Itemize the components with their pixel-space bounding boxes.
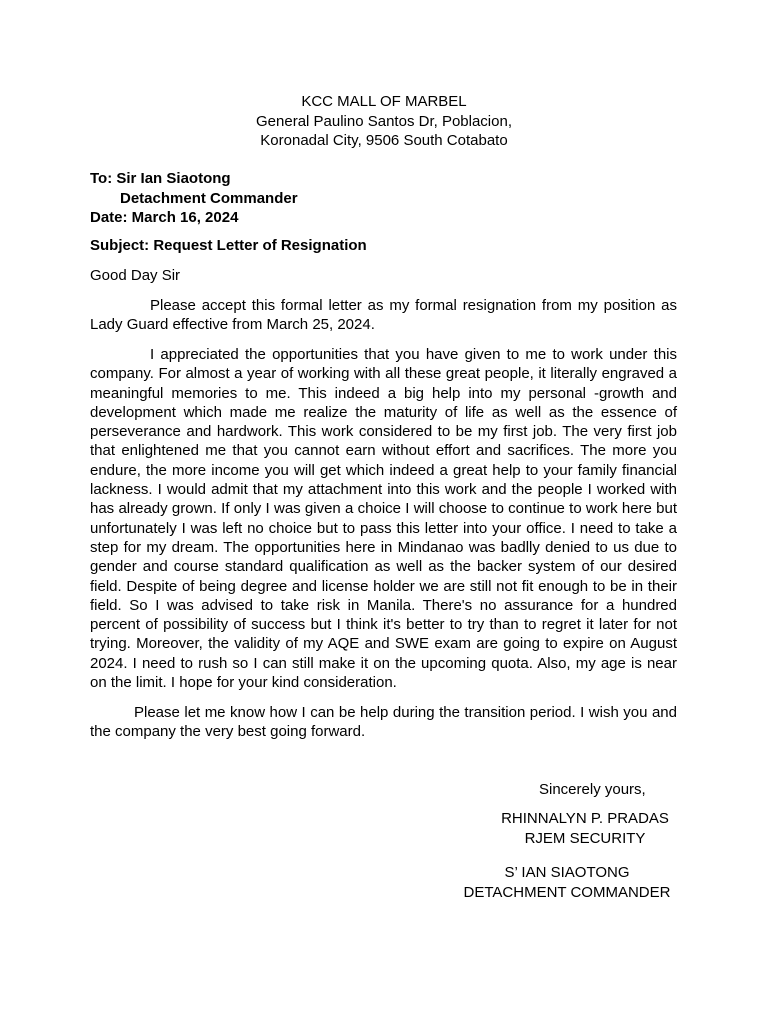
noted-by-block	[442, 863, 692, 902]
recipient-block	[90, 169, 298, 228]
subject-line: Subject: Request Letter of Resignation	[90, 237, 367, 254]
recipient-title: Detachment Commander	[120, 189, 298, 207]
signatory-block	[460, 809, 710, 848]
recipient-name: To: Sir Ian Siaotong	[90, 170, 231, 187]
body-paragraph-2: I appreciated the opportunities that you have given to me to work under this company. For almost a year of working with all these great people, it literally engraved a meaningful memories to me. This indeed a big help into my personal -growth and development which made me realize the maturity of life as well as the essence of perseverance and hardwork. This work considered to be my first job. The very first job that enlightened me that you cannot earn without effort and sacrifices. The more you endure, the more income you will get which indeed a great help to your family financial lackness. I would admit that my attachment into this work and the people I worked with has already grown. If only I was given a choice I will choose to continue to work here but unfortunately I was left no choice but to pass this letter into your office. I need to take a step for my dream. The opportunities here in Mindanao was badlly denied to us due to gender and course standard qualification as well as the backer system of our desired field. Despite of being degree and license holder we are still not fit enough to be in their field. So I was advised to take risk in Manila. There's no assurance for a hundred percent of possibility of success but I think it's better to try than to regret it later for not trying. Moreover, the validity of my AQE and SWE exam are going to expire on August 2024. I need to rush so I can still make it on the upcoming quota. Also, my age is near on the limit. I hope for your kind consideration.	[90, 346, 677, 692]
body-paragraph-3: Please let me know how I can be help during the transition period. I wish you and the company the very best going forward.	[90, 704, 677, 741]
noted-by-name: S’ IAN SIAOTONG	[504, 864, 630, 881]
letterhead-address-line1: General Paulino Santos Dr, Poblacion,	[256, 112, 512, 130]
signatory-company: RJEM SECURITY	[524, 829, 646, 847]
letterhead	[0, 92, 768, 151]
letter-date: Date: March 16, 2024	[90, 209, 239, 226]
letterhead-address-line2: Koronadal City, 9506 South Cotabato	[260, 132, 508, 149]
complimentary-close: Sincerely yours,	[539, 781, 646, 798]
letterhead-company: KCC MALL OF MARBEL	[301, 93, 467, 110]
noted-by-title: DETACHMENT COMMANDER	[463, 883, 671, 901]
signatory-name: RHINNALYN P. PRADAS	[501, 810, 669, 827]
salutation: Good Day Sir	[90, 267, 181, 284]
body-paragraph-1: Please accept this formal letter as my formal resignation from my position as Lady Guard effective from March 25, 2024.	[90, 297, 677, 334]
